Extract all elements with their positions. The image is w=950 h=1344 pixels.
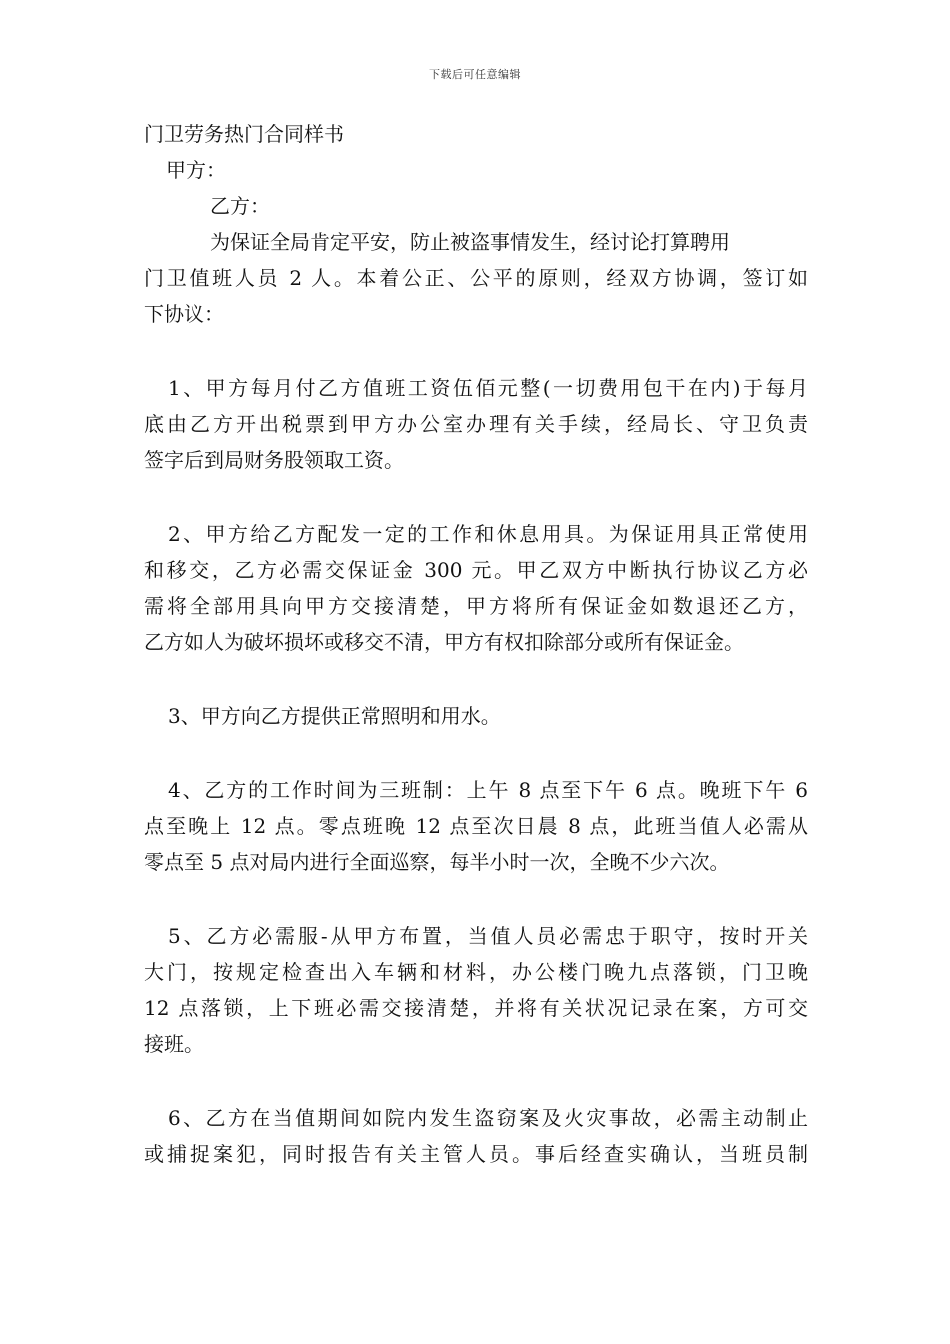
document-title: 门卫劳务热门合同样书 xyxy=(144,122,344,146)
clause-line: 签字后到局财务股领取工资。 xyxy=(144,448,404,472)
contract-body xyxy=(144,116,808,1172)
clause-line: 需将全部用具向甲方交接清楚，甲方将所有保证金如数退还乙方， xyxy=(144,594,808,618)
paragraph-gap xyxy=(144,478,808,516)
paragraph-gap xyxy=(144,1062,808,1100)
clause-line: 底由乙方开出税票到甲方办公室办理有关手续，经局长、守卫负责 xyxy=(144,412,808,436)
clause-line: 1、甲方每月付乙方值班工资伍佰元整(一切费用包干在内)于每月 xyxy=(168,376,808,400)
intro-line: 门卫值班人员 2 人。本着公正、公平的原则，经双方协调，签订如 xyxy=(144,266,808,290)
clause-line: 点至晚上 12 点。零点班晚 12 点至次日晨 8 点，此班当值人必需从 xyxy=(144,814,808,838)
clause-line: 接班。 xyxy=(144,1032,204,1056)
clause-6 xyxy=(144,1100,808,1172)
clause-line: 乙方如人为破坏损坏或移交不清，甲方有权扣除部分或所有保证金。 xyxy=(144,630,744,654)
clause-line: 大门，按规定检查出入车辆和材料，办公楼门晚九点落锁，门卫晚 xyxy=(144,960,808,984)
intro-paragraph xyxy=(144,224,808,332)
paragraph-gap xyxy=(144,880,808,918)
clause-3 xyxy=(144,698,808,734)
party-b-label: 乙方： xyxy=(210,194,270,218)
paragraph-gap xyxy=(144,734,808,772)
clause-line: 4、乙方的工作时间为三班制：上午 8 点至下午 6 点。晚班下午 6 xyxy=(168,778,808,802)
paragraph-gap xyxy=(144,660,808,698)
clause-line: 零点至 5 点对局内进行全面巡察，每半小时一次，全晚不少六次。 xyxy=(144,850,730,874)
paragraph-gap xyxy=(144,332,808,370)
header-note: 下载后可任意编辑 xyxy=(429,68,521,81)
intro-line: 下协议： xyxy=(144,302,224,326)
clause-5 xyxy=(144,918,808,1062)
clause-line: 2、甲方给乙方配发一定的工作和休息用具。为保证用具正常使用 xyxy=(168,522,808,546)
clause-1 xyxy=(144,370,808,478)
clause-line: 3、甲方向乙方提供正常照明和用水。 xyxy=(168,704,501,728)
clause-line: 5、乙方必需服-从甲方布置，当值人员必需忠于职守，按时开关 xyxy=(168,924,808,948)
clause-line: 6、乙方在当值期间如院内发生盗窃案及火灾事故，必需主动制止 xyxy=(168,1106,808,1130)
intro-line: 为保证全局肯定平安，防止被盗事情发生，经讨论打算聘用 xyxy=(210,230,730,254)
party-a-label: 甲方： xyxy=(166,158,226,182)
clause-line: 12 点落锁，上下班必需交接清楚，并将有关状况记录在案，方可交 xyxy=(144,996,808,1020)
clause-2 xyxy=(144,516,808,660)
clause-line: 和移交，乙方必需交保证金 300 元。甲乙双方中断执行协议乙方必 xyxy=(144,558,808,582)
clause-line: 或捕捉案犯，同时报告有关主管人员。事后经查实确认，当班员制 xyxy=(144,1142,808,1166)
clause-4 xyxy=(144,772,808,880)
